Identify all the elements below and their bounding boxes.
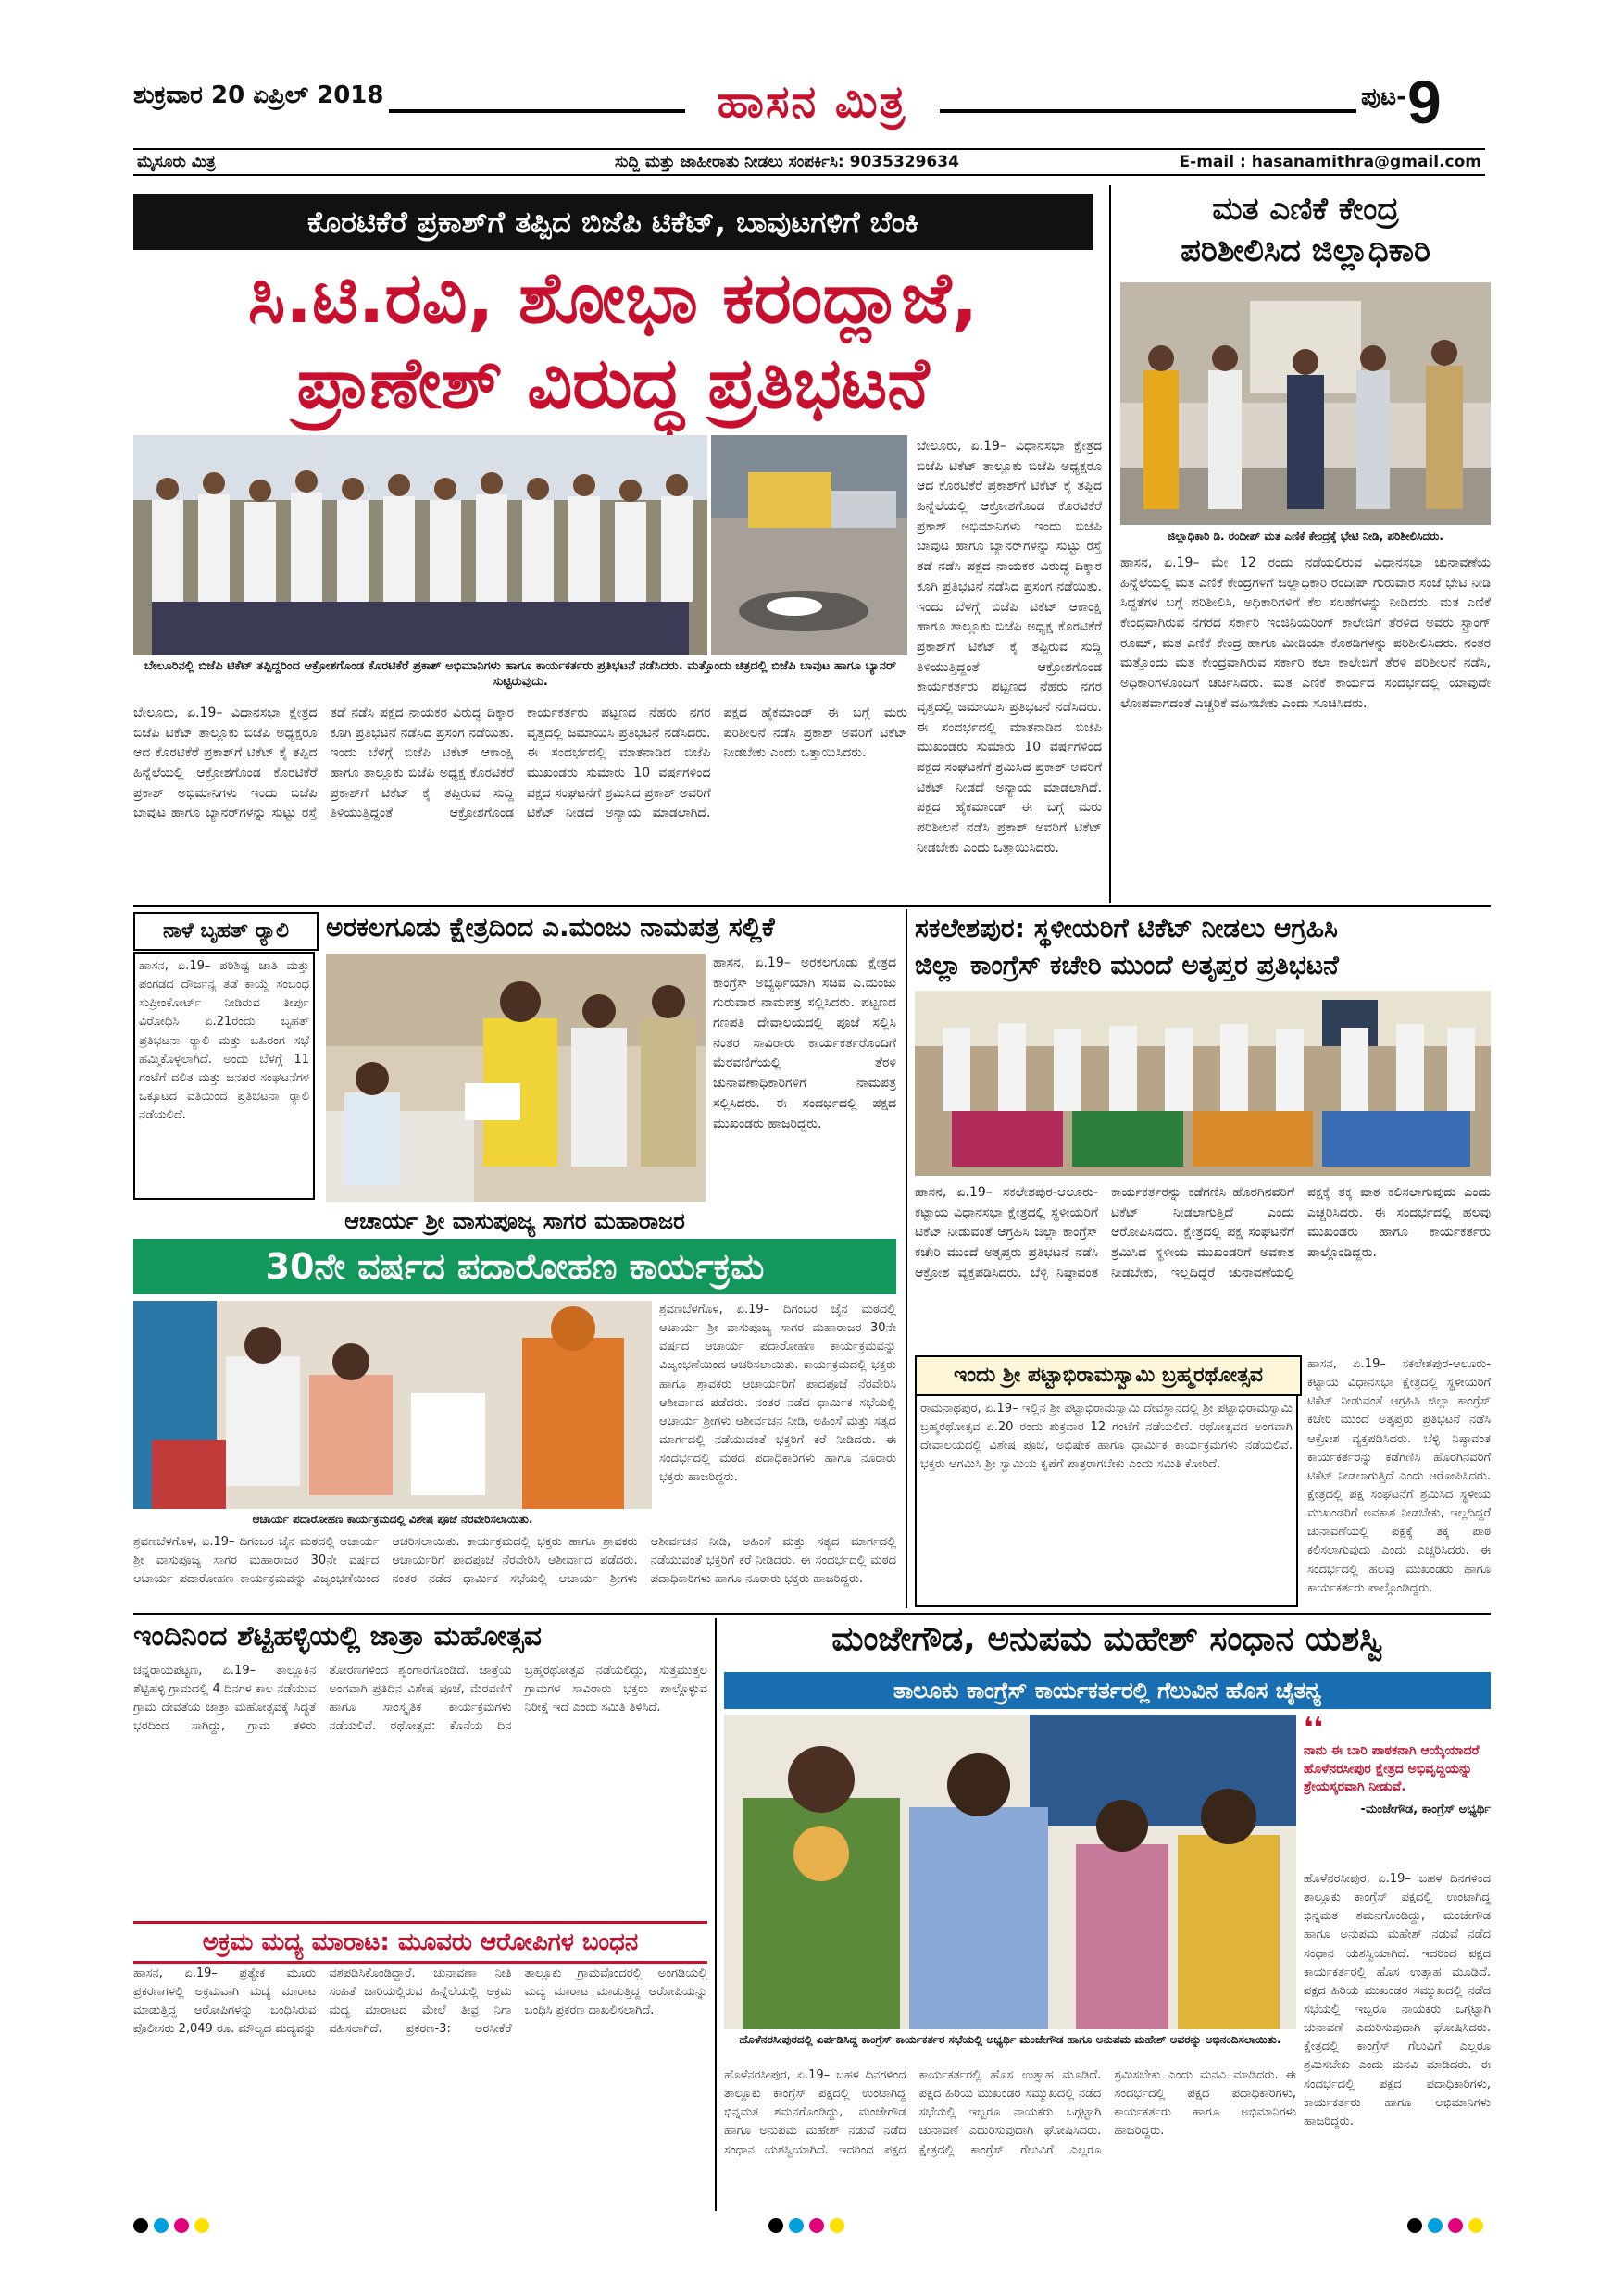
acharya-body: ಶ್ರವಣಬೆಳಗೊಳ, ಏ.19– ದಿಗಂಬರ ಜೈನ ಮಠದಲ್ಲಿ ಆಚಾರ್ಯ ಶ್ರೀ ವಾಸುಪೂಜ್ಯ ಸಾಗರ ಮಹಾರಾಜರ 30ನೇ ವರ್ಷದ ಆಚಾರ್ಯ ಪದಾರೋಹಣ ಕಾರ್ಯಕ್ರಮವನ್ನು ವಿಜೃಂಭಣೆಯಿಂದ ಆಚರಿಸಲಾಯಿತು. ಕಾರ್ಯಕ್ರಮದಲ್ಲಿ ಭಕ್ತರು ಹಾಗೂ ಶ್ರಾವಕರು ಆಚಾರ್ಯರಿಗೆ ಪಾದಪೂಜೆ ನೆರವೇರಿಸಿ ಆಶೀರ್ವಾದ ಪಡೆದರು. ನಂತರ ನಡೆದ ಧಾರ್ಮಿಕ ಸಭೆಯಲ್ಲಿ ಆಚಾರ್ಯ ಶ್ರೀಗಳು ಆಶೀರ್ವಚನ ನೀಡಿ, ಅಹಿಂಸೆ ಮತ್ತು ಸತ್ಯದ ಮಾರ್ಗದಲ್ಲಿ ನಡೆಯುವಂತೆ ಭಕ್ತರಿಗೆ ಕರೆ ನೀಡಿದರು. ಈ ಸಂದರ್ಭದಲ್ಲಿ ಮಠದ ಪದಾಧಿಕಾರಿಗಳು ಹಾಗೂ ನೂರಾರು ಭಕ್ತರು ಹಾಜರಿದ್ದರು. — [133, 1535, 896, 1587]
lead-photo-burnt-flags — [711, 435, 907, 655]
manjegowda-subbanner: ತಾಲೂಕು ಕಾಂಗ್ರೆಸ್ ಕಾರ್ಯಕರ್ತರಲ್ಲಿ ಗೆಲುವಿನ ಹೊಸ ಚೈತನ್ಯ — [724, 1672, 1491, 1709]
print-dot — [1407, 2218, 1422, 2233]
acharya-caption: ಆಚಾರ್ಯ ಪದಾರೋಹಣ ಕಾರ್ಯಕ್ರಮದಲ್ಲಿ ವಿಶೇಷ ಪೂಜೆ ನೆರವೇರಿಸಲಾಯಿತು. — [252, 1513, 533, 1526]
print-dot — [194, 2218, 209, 2233]
counting-centre-headline1: ಮತ ಎಣಿಕೆ ಕೇಂದ್ರ — [1212, 191, 1399, 228]
sakaleshpur-headline2: ಜಿಲ್ಲಾ ಕಾಂಗ್ರೆಸ್ ಕಚೇರಿ ಮುಂದೆ ಅತೃಪ್ತರ ಪ್ರತಿಭಟನೆ — [915, 950, 1339, 980]
contact-email[interactable]: E-mail : hasanamithra@gmail.com — [1179, 153, 1481, 171]
column-rule — [1109, 185, 1111, 903]
manjegowda-body-right: ಹೊಳೆನರಸೀಪುರ, ಏ.19– ಬಹಳ ದಿನಗಳಿಂದ ತಾಲ್ಲೂಕು ಕಾಂಗ್ರೆಸ್ ಪಕ್ಷದಲ್ಲಿ ಉಂಟಾಗಿದ್ದ ಭಿನ್ನಮತ ಶಮನಗೊಂಡಿದ್ದು, ಮಂಜೇಗೌಡ ಹಾಗೂ ಅನುಪಮ ಮಹೇಶ್ ನಡುವೆ ನಡೆದ ಸಂಧಾನ ಯಶಸ್ವಿಯಾಗಿದೆ. ಇದರಿಂದ ಪಕ್ಷದ ಕಾರ್ಯಕರ್ತರಲ್ಲಿ ಹೊಸ ಉತ್ಸಾಹ ಮೂಡಿದೆ. ಪಕ್ಷದ ಹಿರಿಯ ಮುಖಂಡರ ಸಮ್ಮುಖದಲ್ಲಿ ನಡೆದ ಸಭೆಯಲ್ಲಿ ಇಬ್ಬರೂ ನಾಯಕರು ಒಗ್ಗಟ್ಟಾಗಿ ಚುನಾವಣೆ ಎದುರಿಸುವುದಾಗಿ ಘೋಷಿಸಿದರು. ಕ್ಷೇತ್ರದಲ್ಲಿ ಕಾಂಗ್ರೆಸ್ ಗೆಲುವಿಗೆ ಎಲ್ಲರೂ ಶ್ರಮಿಸಬೇಕು ಎಂದು ಮನವಿ ಮಾಡಿದರು. ಈ ಸಂದರ್ಭದಲ್ಲಿ ಪಕ್ಷದ ಪದಾಧಿಕಾರಿಗಳು, ಕಾರ್ಯಕರ್ತರು ಹಾಗೂ ಅಭಿಮಾನಿಗಳು ಹಾಜರಿದ್ದರು. — [1304, 1872, 1491, 2128]
counting-centre-photo — [1120, 282, 1491, 525]
rally-headline: ನಾಳೆ ಬೃಹತ್ ರ್‍ಯಾಲಿ — [133, 912, 319, 951]
rally-body: ಹಾಸನ, ಏ.19– ಪರಿಶಿಷ್ಟ ಜಾತಿ ಮತ್ತು ಪಂಗಡದ ದೌರ್ಜನ್ಯ ತಡೆ ಕಾಯ್ದೆ ಸಂಬಂಧ ಸುಪ್ರೀಂಕೋರ್ಟ್ ನೀಡಿರುವ ತೀರ್ಪು ವಿರೋಧಿಸಿ ಏ.21ರಂದು ಬೃಹತ್ ಪ್ರತಿಭಟನಾ ರ್‍ಯಾಲಿ ಮತ್ತು ಬಹಿರಂಗ ಸಭೆ ಹಮ್ಮಿಕೊಳ್ಳಲಾಗಿದೆ. ಅಂದು ಬೆಳಗ್ಗೆ 11 ಗಂಟೆಗೆ ದಲಿತ ಮತ್ತು ಜನಪರ ಸಂಘಟನೆಗಳ ಒಕ್ಕೂಟದ ವತಿಯಿಂದ ಪ್ರತಿಭಟನಾ ರ್‍ಯಾಲಿ ನಡೆಯಲಿದೆ. — [133, 952, 315, 1200]
liquor-headline: ಅಕ್ರಮ ಮದ್ಯ ಮಾರಾಟ: ಮೂವರು ಆರೋಪಿಗಳ ಬಂಧನ — [133, 1921, 707, 1964]
print-dot — [768, 2218, 783, 2233]
info-left: ಮೈಸೂರು ಮಿತ್ರ — [137, 153, 216, 171]
section-rule-2 — [133, 1613, 1491, 1615]
issue-date: ಶುಕ್ರವಾರ 20 ಏಪ್ರಿಲ್ 2018 — [133, 81, 384, 109]
column-rule-2 — [906, 909, 907, 1608]
sakaleshpur-protest-photo — [915, 991, 1491, 1176]
lead-story-body-cont: ಬೇಲೂರು, ಏ.19– ವಿಧಾನಸಭಾ ಕ್ಷೇತ್ರದ ಬಿಜೆಪಿ ಟಿಕೆಟ್ ತಾಲ್ಲೂಕು ಬಿಜೆಪಿ ಅಧ್ಯಕ್ಷರೂ ಆದ ಕೊರಟಿಕೆರೆ ಪ್ರಕಾಶ್‌ಗೆ ಟಿಕೆಟ್ ಕೈ ತಪ್ಪಿದ ಹಿನ್ನೆಲೆಯಲ್ಲಿ ಆಕ್ರೋಶಗೊಂಡ ಕೊರಟಿಕೆರೆ ಪ್ರಕಾಶ್ ಅಭಿಮಾನಿಗಳು ಇಂದು ಬಿಜೆಪಿ ಬಾವುಟ ಹಾಗೂ ಬ್ಯಾನರ್‌ಗಳನ್ನು ಸುಟ್ಟು ರಸ್ತೆ ತಡೆ ನಡೆಸಿ ಪಕ್ಷದ ನಾಯಕರ ವಿರುದ್ಧ ದಿಕ್ಕಾರ ಕೂಗಿ ಪ್ರತಿಭಟನೆ ನಡೆಸಿದ ಪ್ರಸಂಗ ನಡೆಯಿತು. ಇಂದು ಬೆಳಗ್ಗೆ ಬಿಜೆಪಿ ಟಿಕೆಟ್ ಆಕಾಂಕ್ಷಿ ಹಾಗೂ ತಾಲ್ಲೂಕು ಬಿಜೆಪಿ ಅಧ್ಯಕ್ಷ ಕೊರಟಿಕೆರೆ ಪ್ರಕಾಶ್‌ಗೆ ಟಿಕೆಟ್ ಕೈ ತಪ್ಪಿರುವ ಸುದ್ದಿ ತಿಳಿಯುತ್ತಿದ್ದಂತೆ ಆಕ್ರೋಶಗೊಂಡ ಕಾರ್ಯಕರ್ತರು ಪಟ್ಟಣದ ನೆಹರು ನಗರ ವೃತ್ತದಲ್ಲಿ ಜಮಾಯಿಸಿ ಪ್ರತಿಭಟನೆ ನಡೆಸಿದರು. ಈ ಸಂದರ್ಭದಲ್ಲಿ ಮಾತನಾಡಿದ ಬಿಜೆಪಿ ಮುಖಂಡರು ಸುಮಾರು 10 ವರ್ಷಗಳಿಂದ ಪಕ್ಷದ ಸಂಘಟನೆಗೆ ಶ್ರಮಿಸಿದ ಪ್ರಕಾಶ್ ಅವರಿಗೆ ಟಿಕೆಟ್ ನೀಡದೆ ಅನ್ಯಾಯ ಮಾಡಲಾಗಿದೆ. ಪಕ್ಷದ ಹೈಕಮಾಂಡ್ ಈ ಬಗ್ಗೆ ಮರು ಪರಿಶೀಲನೆ ನಡೆಸಿ ಪ್ರಕಾಶ್ ಅವರಿಗೆ ಟಿಕೆಟ್ ನೀಡಬೇಕು ಎಂದು ಒತ್ತಾಯಿಸಿದರು. — [917, 439, 1102, 855]
lead-photo-caption: ಬೇಲೂರಿನಲ್ಲಿ ಬಿಜೆಪಿ ಟಿಕೆಟ್ ತಪ್ಪಿದ್ದರಿಂದ ಆಕ್ರೋಶಗೊಂಡ ಕೊರಟಿಕೆರೆ ಪ್ರಕಾಶ್ ಅಭಿಮಾನಿಗಳು ಹಾಗೂ ಕಾರ್ಯಕರ್ತರು ಪ್ರತಿಭಟನೆ ನಡೆಸಿದರು. ಮತ್ತೊಂದು ಚಿತ್ರದಲ್ಲಿ ಬಿಜೆಪಿ ಬಾವುಟ ಹಾಗೂ ಬ್ಯಾನರ್ ಸುಟ್ಟಿರುವುದು. — [144, 659, 897, 689]
counting-centre-caption: ಜಿಲ್ಲಾಧಿಕಾರಿ ಡಿ. ರಂದೀಪ್ ಮತ ಎಣಿಕೆ ಕೇಂದ್ರಕ್ಕೆ ಭೇಟಿ ನೀಡಿ, ಪರಿಶೀಲಿಸಿದರು. — [1168, 530, 1443, 543]
arakalagudu-headline: ಅರಕಲಗೂಡು ಕ್ಷೇತ್ರದಿಂದ ಎ.ಮಂಜು ನಾಮಪತ್ರ ಸಲ್ಲಿಕೆ — [326, 912, 775, 942]
manjegowda-headline: ಮಂಜೇಗೌಡ, ಅನುಪಮ ಮಹೇಶ್ ಸಂಧಾನ ಯಶಸ್ವಿ — [831, 1620, 1383, 1658]
lead-headline-line2: ಪ್ರಾಣೇಶ್ ವಿರುದ್ಧ ಪ್ರತಿಭಟನೆ — [296, 342, 930, 424]
page-number: 9 — [1407, 68, 1442, 136]
column-rule-3 — [715, 1618, 717, 2211]
sakaleshpur-body-cont: ಹಾಸನ, ಏ.19– ಸಕಲೇಶಪುರ-ಆಲೂರು-ಕಟ್ಟಾಯ ವಿಧಾನಸಭಾ ಕ್ಷೇತ್ರದಲ್ಲಿ ಸ್ಥಳೀಯರಿಗೆ ಟಿಕೆಟ್ ನೀಡುವಂತೆ ಆಗ್ರಹಿಸಿ ಜಿಲ್ಲಾ ಕಾಂಗ್ರೆಸ್ ಕಚೇರಿ ಮುಂದೆ ಅತೃಪ್ತರು ಪ್ರತಿಭಟನೆ ನಡೆಸಿ ಆಕ್ರೋಶ ವ್ಯಕ್ತಪಡಿಸಿದರು. ಬೆಳ್ಳಿ ನಿಷ್ಠಾವಂತ ಕಾರ್ಯಕರ್ತರನ್ನು ಕಡೆಗಣಿಸಿ ಹೊರಗಿನವರಿಗೆ ಟಿಕೆಟ್ ನೀಡಲಾಗುತ್ತಿದೆ ಎಂದು ಆರೋಪಿಸಿದರು. ಕ್ಷೇತ್ರದಲ್ಲಿ ಪಕ್ಷ ಸಂಘಟನೆಗೆ ಶ್ರಮಿಸಿದ ಸ್ಥಳೀಯ ಮುಖಂಡರಿಗೆ ಅವಕಾಶ ನೀಡಬೇಕು, ಇಲ್ಲದಿದ್ದರೆ ಚುನಾವಣೆಯಲ್ಲಿ ಪಕ್ಷಕ್ಕೆ ತಕ್ಕ ಪಾಠ ಕಲಿಸಲಾಗುವುದು ಎಂದು ಎಚ್ಚರಿಸಿದರು. ಈ ಸಂದರ್ಭದಲ್ಲಿ ಹಲವು ಮುಖಂಡರು ಹಾಗೂ ಕಾರ್ಯಕರ್ತರು ಪಾಲ್ಗೊಂಡಿದ್ದರು. — [1307, 1357, 1491, 1595]
candidate-quote-box — [1304, 1712, 1491, 1863]
info-bar — [133, 148, 1485, 176]
print-dot — [1428, 2218, 1443, 2233]
print-dot — [1468, 2218, 1483, 2233]
lead-kicker-banner: ಕೊರಟಿಕೆರೆ ಪ್ರಕಾಶ್‌ಗೆ ತಪ್ಪಿದ ಬಿಜೆಪಿ ಟಿಕೆಟ್, ಬಾವುಟಗಳಿಗೆ ಬೆಂಕಿ — [133, 194, 1093, 250]
acharya-kicker: ಆಚಾರ್ಯ ಶ್ರೀ ವಾಸುಪೂಜ್ಯ ಸಾಗರ ಮಹಾರಾಜರ — [344, 1208, 685, 1234]
pattabhirama-headline: ಇಂದು ಶ್ರೀ ಪಟ್ಟಾಭಿರಾಮಸ್ವಾಮಿ ಬ್ರಹ್ಮರಥೋತ್ಸವ — [915, 1355, 1302, 1396]
print-dot — [809, 2218, 824, 2233]
masthead-rule-right — [940, 109, 1356, 113]
print-marks-right — [1407, 2218, 1489, 2237]
manjegowda-body: ಹೊಳೆನರಸೀಪುರ, ಏ.19– ಬಹಳ ದಿನಗಳಿಂದ ತಾಲ್ಲೂಕು ಕಾಂಗ್ರೆಸ್ ಪಕ್ಷದಲ್ಲಿ ಉಂಟಾಗಿದ್ದ ಭಿನ್ನಮತ ಶಮನಗೊಂಡಿದ್ದು, ಮಂಜೇಗೌಡ ಹಾಗೂ ಅನುಪಮ ಮಹೇಶ್ ನಡುವೆ ನಡೆದ ಸಂಧಾನ ಯಶಸ್ವಿಯಾಗಿದೆ. ಇದರಿಂದ ಪಕ್ಷದ ಕಾರ್ಯಕರ್ತರಲ್ಲಿ ಹೊಸ ಉತ್ಸಾಹ ಮೂಡಿದೆ. ಪಕ್ಷದ ಹಿರಿಯ ಮುಖಂಡರ ಸಮ್ಮುಖದಲ್ಲಿ ನಡೆದ ಸಭೆಯಲ್ಲಿ ಇಬ್ಬರೂ ನಾಯಕರು ಒಗ್ಗಟ್ಟಾಗಿ ಚುನಾವಣೆ ಎದುರಿಸುವುದಾಗಿ ಘೋಷಿಸಿದರು. ಕ್ಷೇತ್ರದಲ್ಲಿ ಕಾಂಗ್ರೆಸ್ ಗೆಲುವಿಗೆ ಎಲ್ಲರೂ ಶ್ರಮಿಸಬೇಕು ಎಂದು ಮನವಿ ಮಾಡಿದರು. ಈ ಸಂದರ್ಭದಲ್ಲಿ ಪಕ್ಷದ ಪದಾಧಿಕಾರಿಗಳು, ಕಾರ್ಯಕರ್ತರು ಹಾಗೂ ಅಭಿಮಾನಿಗಳು ಹಾಜರಿದ್ದರು. — [724, 2068, 1296, 2157]
shettihalli-headline: ಇಂದಿನಿಂದ ಶೆಟ್ಟಿಹಳ್ಳಿಯಲ್ಲಿ ಜಾತ್ರಾ ಮಹೋತ್ಸವ — [133, 1620, 542, 1653]
counting-centre-headline2: ಪರಿಶೀಲಿಸಿದ ಜಿಲ್ಲಾಧಿಕಾರಿ — [1181, 232, 1430, 269]
acharya-body-right: ಶ್ರವಣಬೆಳಗೊಳ, ಏ.19– ದಿಗಂಬರ ಜೈನ ಮಠದಲ್ಲಿ ಆಚಾರ್ಯ ಶ್ರೀ ವಾಸುಪೂಜ್ಯ ಸಾಗರ ಮಹಾರಾಜರ 30ನೇ ವರ್ಷದ ಆಚಾರ್ಯ ಪದಾರೋಹಣ ಕಾರ್ಯಕ್ರಮವನ್ನು ವಿಜೃಂಭಣೆಯಿಂದ ಆಚರಿಸಲಾಯಿತು. ಕಾರ್ಯಕ್ರಮದಲ್ಲಿ ಭಕ್ತರು ಹಾಗೂ ಶ್ರಾವಕರು ಆಚಾರ್ಯರಿಗೆ ಪಾದಪೂಜೆ ನೆರವೇರಿಸಿ ಆಶೀರ್ವಾದ ಪಡೆದರು. ನಂತರ ನಡೆದ ಧಾರ್ಮಿಕ ಸಭೆಯಲ್ಲಿ ಆಚಾರ್ಯ ಶ್ರೀಗಳು ಆಶೀರ್ವಚನ ನೀಡಿ, ಅಹಿಂಸೆ ಮತ್ತು ಸತ್ಯದ ಮಾರ್ಗದಲ್ಲಿ ನಡೆಯುವಂತೆ ಭಕ್ತರಿಗೆ ಕರೆ ನೀಡಿದರು. ಈ ಸಂದರ್ಭದಲ್ಲಿ ಮಠದ ಪದಾಧಿಕಾರಿಗಳು ಹಾಗೂ ನೂರಾರು ಭಕ್ತರು ಹಾಜರಿದ್ದರು. — [659, 1303, 896, 1485]
liquor-body: ಹಾಸನ, ಏ.19– ಪ್ರತ್ಯೇಕ ಮೂರು ಪ್ರಕರಣಗಳಲ್ಲಿ ಅಕ್ರಮವಾಗಿ ಮದ್ಯ ಮಾರಾಟ ಮಾಡುತ್ತಿದ್ದ ಆರೋಪಿಗಳನ್ನು ಬಂಧಿಸಿರುವ ಪೊಲೀಸರು 2,049 ರೂ. ಮೌಲ್ಯದ ಮದ್ಯವನ್ನು ವಶಪಡಿಸಿಕೊಂಡಿದ್ದಾರೆ. ಚುನಾವಣಾ ನೀತಿ ಸಂಹಿತೆ ಜಾರಿಯಲ್ಲಿರುವ ಹಿನ್ನೆಲೆಯಲ್ಲಿ ಅಕ್ರಮ ಮದ್ಯ ಮಾರಾಟದ ಮೇಲೆ ತೀವ್ರ ನಿಗಾ ವಹಿಸಲಾಗಿದೆ. ಪ್ರಕರಣ-3: ಅರಸೀಕೆರೆ ತಾಲ್ಲೂಕು ಗ್ರಾಮವೊಂದರಲ್ಲಿ ಅಂಗಡಿಯಲ್ಲಿ ಮದ್ಯ ಮಾರಾಟ ಮಾಡುತ್ತಿದ್ದ ಆರೋಪಿಯನ್ನು ಬಂಧಿಸಿ ಪ್ರಕರಣ ದಾಖಲಿಸಲಾಗಿದೆ. — [133, 1966, 707, 2037]
sakaleshpur-body: ಹಾಸನ, ಏ.19– ಸಕಲೇಶಪುರ-ಆಲೂರು-ಕಟ್ಟಾಯ ವಿಧಾನಸಭಾ ಕ್ಷೇತ್ರದಲ್ಲಿ ಸ್ಥಳೀಯರಿಗೆ ಟಿಕೆಟ್ ನೀಡುವಂತೆ ಆಗ್ರಹಿಸಿ ಜಿಲ್ಲಾ ಕಾಂಗ್ರೆಸ್ ಕಚೇರಿ ಮುಂದೆ ಅತೃಪ್ತರು ಪ್ರತಿಭಟನೆ ನಡೆಸಿ ಆಕ್ರೋಶ ವ್ಯಕ್ತಪಡಿಸಿದರು. ಬೆಳ್ಳಿ ನಿಷ್ಠಾವಂತ ಕಾರ್ಯಕರ್ತರನ್ನು ಕಡೆಗಣಿಸಿ ಹೊರಗಿನವರಿಗೆ ಟಿಕೆಟ್ ನೀಡಲಾಗುತ್ತಿದೆ ಎಂದು ಆರೋಪಿಸಿದರು. ಕ್ಷೇತ್ರದಲ್ಲಿ ಪಕ್ಷ ಸಂಘಟನೆಗೆ ಶ್ರಮಿಸಿದ ಸ್ಥಳೀಯ ಮುಖಂಡರಿಗೆ ಅವಕಾಶ ನೀಡಬೇಕು, ಇಲ್ಲದಿದ್ದರೆ ಚುನಾವಣೆಯಲ್ಲಿ ಪಕ್ಷಕ್ಕೆ ತಕ್ಕ ಪಾಠ ಕಲಿಸಲಾಗುವುದು ಎಂದು ಎಚ್ಚರಿಸಿದರು. ಈ ಸಂದರ್ಭದಲ್ಲಿ ಹಲವು ಮುಖಂಡರು ಹಾಗೂ ಕಾರ್ಯಕರ್ತರು ಪಾಲ್ಗೊಂಡಿದ್ದರು. — [915, 1185, 1491, 1280]
section-rule-1 — [133, 905, 1491, 907]
print-dot — [830, 2218, 844, 2233]
lead-photo-protest — [133, 435, 707, 655]
print-dot — [133, 2218, 148, 2233]
nomination-photo — [326, 954, 706, 1202]
lead-headline-line1: ಸಿ.ಟಿ.ರವಿ, ಶೋಭಾ ಕರಂದ್ಲಾಜೆ, — [247, 256, 979, 339]
print-marks-left — [133, 2218, 215, 2237]
sakaleshpur-headline1: ಸಕಲೇಶಪುರ: ಸ್ಥಳೀಯರಿಗೆ ಟಿಕೆಟ್ ನೀಡಲು ಆಗ್ರಹಿಸಿ — [915, 913, 1338, 943]
page-label: ಪುಟ- — [1361, 83, 1406, 111]
arakalagudu-body: ಹಾಸನ, ಏ.19– ಅರಕಲಗೂಡು ಕ್ಷೇತ್ರದ ಕಾಂಗ್ರೆಸ್ ಅಭ್ಯರ್ಥಿಯಾಗಿ ಸಚಿವ ಎ.ಮಂಜು ಗುರುವಾರ ನಾಮಪತ್ರ ಸಲ್ಲಿಸಿದರು. ಪಟ್ಟಣದ ಗಣಪತಿ ದೇವಾಲಯದಲ್ಲಿ ಪೂಜೆ ಸಲ್ಲಿಸಿ ನಂತರ ಸಾವಿರಾರು ಕಾರ್ಯಕರ್ತರೊಂದಿಗೆ ಮೆರವಣಿಗೆಯಲ್ಲಿ ತೆರಳಿ ಚುನಾವಣಾಧಿಕಾರಿಗಳಿಗೆ ನಾಮಪತ್ರ ಸಲ್ಲಿಸಿದರು. ಈ ಸಂದರ್ಭದಲ್ಲಿ ಪಕ್ಷದ ಮುಖಂಡರು ಹಾಜರಿದ್ದರು. — [713, 955, 896, 1131]
acharya-photo — [133, 1301, 652, 1509]
manjegowda-caption: ಹೊಳೆನರಸೀಪುರದಲ್ಲಿ ಏರ್ಪಡಿಸಿದ್ದ ಕಾಂಗ್ರೆಸ್ ಕಾರ್ಯಕರ್ತರ ಸಭೆಯಲ್ಲಿ ಅಭ್ಯರ್ಥಿ ಮಂಜೇಗೌಡ ಹಾಗೂ ಅನುಪಮ ಮಹೇಶ್ ಅವರನ್ನು ಅಭಿನಂದಿಸಲಾಯಿತು. — [739, 2033, 1281, 2046]
print-dot — [174, 2218, 189, 2233]
contact-number: ಸುದ್ದಿ ಮತ್ತು ಜಾಹೀರಾತು ನೀಡಲು ಸಂಪರ್ಕಿಸಿ: 9035329634 — [615, 153, 959, 171]
newspaper-title: ಹಾಸನ ಮಿತ್ರ — [717, 76, 907, 128]
candidate-quote: ನಾನು ಈ ಬಾರಿ ಪಾಠಕನಾಗಿ ಆಯ್ಕೆಯಾದರೆ ಹೊಳೆನರಸೀಪುರ ಕ್ಷೇತ್ರದ ಅಭಿವೃದ್ಧಿಯನ್ನು ಶ್ರೇಯಸ್ಕರವಾಗಿ ನೀಡುವೆ. — [1304, 1743, 1480, 1795]
quote-attribution: -ಮಂಜೇಗೌಡ, ಕಾಂಗ್ರೆಸ್ ಅಭ್ಯರ್ಥಿ — [1360, 1802, 1491, 1816]
print-dot — [789, 2218, 804, 2233]
manjegowda-photo — [724, 1715, 1296, 2029]
pattabhirama-body: ರಾಮನಾಥಪುರ, ಏ.19– ಇಲ್ಲಿನ ಶ್ರೀ ಪಟ್ಟಾಭಿರಾಮಸ್ವಾಮಿ ದೇವಸ್ಥಾನದಲ್ಲಿ ಶ್ರೀ ಪಟ್ಟಾಭಿರಾಮಸ್ವಾಮಿ ಬ್ರಹ್ಮರಥೋತ್ಸವ ಏ.20 ರಂದು ಶುಕ್ರವಾರ 12 ಗಂಟೆಗೆ ನಡೆಯಲಿದೆ. ರಥೋತ್ಸವದ ಅಂಗವಾಗಿ ದೇವಾಲಯದಲ್ಲಿ ವಿಶೇಷ ಪೂಜೆ, ಅಭಿಷೇಕ ಹಾಗೂ ಧಾರ್ಮಿಕ ಕಾರ್ಯಕ್ರಮಗಳು ನಡೆಯಲಿವೆ. ಭಕ್ತರು ಆಗಮಿಸಿ ಶ್ರೀ ಸ್ವಾಮಿಯ ಕೃಪೆಗೆ ಪಾತ್ರರಾಗಬೇಕು ಎಂದು ಸಮಿತಿ ಕೋರಿದೆ. — [915, 1396, 1298, 1607]
lead-story-body: ಬೇಲೂರು, ಏ.19– ವಿಧಾನಸಭಾ ಕ್ಷೇತ್ರದ ಬಿಜೆಪಿ ಟಿಕೆಟ್ ತಾಲ್ಲೂಕು ಬಿಜೆಪಿ ಅಧ್ಯಕ್ಷರೂ ಆದ ಕೊರಟಿಕೆರೆ ಪ್ರಕಾಶ್‌ಗೆ ಟಿಕೆಟ್ ಕೈ ತಪ್ಪಿದ ಹಿನ್ನೆಲೆಯಲ್ಲಿ ಆಕ್ರೋಶಗೊಂಡ ಕೊರಟಿಕೆರೆ ಪ್ರಕಾಶ್ ಅಭಿಮಾನಿಗಳು ಇಂದು ಬಿಜೆಪಿ ಬಾವುಟ ಹಾಗೂ ಬ್ಯಾನರ್‌ಗಳನ್ನು ಸುಟ್ಟು ರಸ್ತೆ ತಡೆ ನಡೆಸಿ ಪಕ್ಷದ ನಾಯಕರ ವಿರುದ್ಧ ದಿಕ್ಕಾರ ಕೂಗಿ ಪ್ರತಿಭಟನೆ ನಡೆಸಿದ ಪ್ರಸಂಗ ನಡೆಯಿತು. ಇಂದು ಬೆಳಗ್ಗೆ ಬಿಜೆಪಿ ಟಿಕೆಟ್ ಆಕಾಂಕ್ಷಿ ಹಾಗೂ ತಾಲ್ಲೂಕು ಬಿಜೆಪಿ ಅಧ್ಯಕ್ಷ ಕೊರಟಿಕೆರೆ ಪ್ರಕಾಶ್‌ಗೆ ಟಿಕೆಟ್ ಕೈ ತಪ್ಪಿರುವ ಸುದ್ದಿ ತಿಳಿಯುತ್ತಿದ್ದಂತೆ ಆಕ್ರೋಶಗೊಂಡ ಕಾರ್ಯಕರ್ತರು ಪಟ್ಟಣದ ನೆಹರು ನಗರ ವೃತ್ತದಲ್ಲಿ ಜಮಾಯಿಸಿ ಪ್ರತಿಭಟನೆ ನಡೆಸಿದರು. ಈ ಸಂದರ್ಭದಲ್ಲಿ ಮಾತನಾಡಿದ ಬಿಜೆಪಿ ಮುಖಂಡರು ಸುಮಾರು 10 ವರ್ಷಗಳಿಂದ ಪಕ್ಷದ ಸಂಘಟನೆಗೆ ಶ್ರಮಿಸಿದ ಪ್ರಕಾಶ್ ಅವರಿಗೆ ಟಿಕೆಟ್ ನೀಡದೆ ಅನ್ಯಾಯ ಮಾಡಲಾಗಿದೆ. ಪಕ್ಷದ ಹೈಕಮಾಂಡ್ ಈ ಬಗ್ಗೆ ಮರು ಪರಿಶೀಲನೆ ನಡೆಸಿ ಪ್ರಕಾಶ್ ಅವರಿಗೆ ಟಿಕೆಟ್ ನೀಡಬೇಕು ಎಂದು ಒತ್ತಾಯಿಸಿದರು. — [133, 705, 907, 821]
masthead-rule-left — [389, 109, 685, 113]
acharya-banner: 30ನೇ ವರ್ಷದ ಪದಾರೋಹಣ ಕಾರ್ಯಕ್ರಮ — [133, 1239, 896, 1294]
print-marks-center — [768, 2218, 850, 2237]
print-dot — [1448, 2218, 1463, 2233]
counting-centre-body: ಹಾಸನ, ಏ.19– ಮೇ 12 ರಂದು ನಡೆಯಲಿರುವ ವಿಧಾನಸಭಾ ಚುನಾವಣೆಯ ಹಿನ್ನೆಲೆಯಲ್ಲಿ ಮತ ಎಣಿಕೆ ಕೇಂದ್ರಗಳಿಗೆ ಜಿಲ್ಲಾಧಿಕಾರಿ ರಂದೀಪ್ ಗುರುವಾರ ಸಂಜೆ ಭೇಟಿ ನೀಡಿ ಸಿದ್ಧತೆಗಳ ಬಗ್ಗೆ ಪರಿಶೀಲಿಸಿ, ಅಧಿಕಾರಿಗಳಿಗೆ ಕೆಲ ಸಲಹೆಗಳನ್ನು ನೀಡಿದರು. ಮತ ಎಣಿಕೆ ಕೇಂದ್ರವಾಗಿರುವ ನಗರದ ಸರ್ಕಾರಿ ಇಂಜಿನಿಯರಿಂಗ್ ಕಾಲೇಜಿಗೆ ತೆರಳಿದ ಅವರು ಸ್ಟ್ರಾಂಗ್ ರೂಮ್, ಮತ ಎಣಿಕೆ ಕೇಂದ್ರ ಹಾಗೂ ಮೀಡಿಯಾ ಕೊಠಡಿಗಳನ್ನು ಪರಿಶೀಲಿಸಿದರು. ನಂತರ ಮತ್ತೊಂದು ಮತ ಕೇಂದ್ರವಾಗಿರುವ ಸರ್ಕಾರಿ ಕಲಾ ಕಾಲೇಜಿಗೆ ತೆರಳಿ ಪರಿಶೀಲನೆ ನಡೆಸಿ, ಅಧಿಕಾರಿಗಳೊಂದಿಗೆ ಚರ್ಚಿಸಿದರು. ಮತ ಎಣಿಕೆ ಕಾರ್ಯದ ಸಂದರ್ಭದಲ್ಲಿ ಯಾವುದೇ ಲೋಪವಾಗದಂತೆ ಎಚ್ಚರಿಕೆ ವಹಿಸಬೇಕು ಎಂದು ಸೂಚಿಸಿದರು. — [1120, 555, 1491, 711]
print-dot — [154, 2218, 169, 2233]
shettihalli-body: ಚನ್ನರಾಯಪಟ್ಟಣ, ಏ.19– ತಾಲ್ಲೂಕಿನ ಶೆಟ್ಟಿಹಳ್ಳಿ ಗ್ರಾಮದಲ್ಲಿ 4 ದಿನಗಳ ಕಾಲ ನಡೆಯುವ ಗ್ರಾಮ ದೇವತೆಯ ಜಾತ್ರಾ ಮಹೋತ್ಸವಕ್ಕೆ ಸಿದ್ಧತೆ ಭರದಿಂದ ಸಾಗಿದ್ದು, ಗ್ರಾಮ ತಳಿರು ತೋರಣಗಳಿಂದ ಶೃಂಗಾರಗೊಂಡಿದೆ. ಜಾತ್ರೆಯ ಅಂಗವಾಗಿ ಪ್ರತಿದಿನ ವಿಶೇಷ ಪೂಜೆ, ಮೆರವಣಿಗೆ ಹಾಗೂ ಸಾಂಸ್ಕೃತಿಕ ಕಾರ್ಯಕ್ರಮಗಳು ನಡೆಯಲಿವೆ. ರಥೋತ್ಸವ: ಕೊನೆಯ ದಿನ ಬ್ರಹ್ಮರಥೋತ್ಸವ ನಡೆಯಲಿದ್ದು, ಸುತ್ತಮುತ್ತಲ ಗ್ರಾಮಗಳ ಸಾವಿರಾರು ಭಕ್ತರು ಪಾಲ್ಗೊಳ್ಳುವ ನಿರೀಕ್ಷೆ ಇದೆ ಎಂದು ಸಮಿತಿ ತಿಳಿಸಿದೆ. — [133, 1664, 707, 1734]
quote-mark-icon: ❛❛ — [1304, 1712, 1323, 1744]
